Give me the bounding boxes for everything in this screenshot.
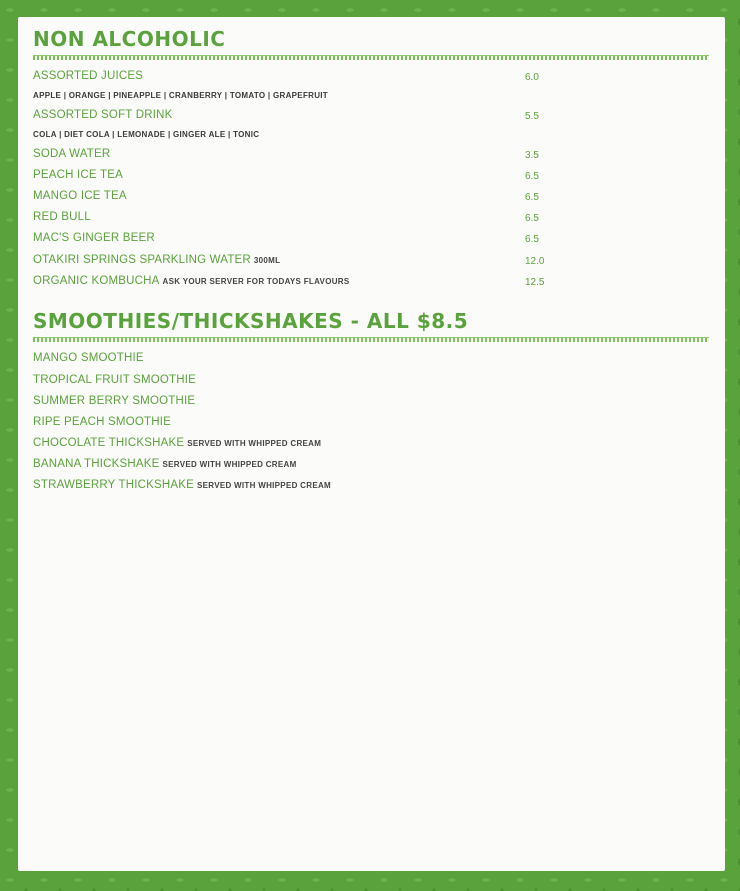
menu-item: STRAWBERRY THICKSHAKE SERVED WITH WHIPPED CREAM xyxy=(33,479,332,491)
menu-item: MAC'S GINGER BEER xyxy=(33,232,155,244)
item-price: 5.5 xyxy=(525,111,539,122)
menu-item: MANGO ICE TEA xyxy=(33,190,127,202)
menu-item: ASSORTED SOFT DRINK xyxy=(33,109,173,121)
menu-page xyxy=(18,17,725,871)
item-price: 6.5 xyxy=(525,171,539,182)
menu-item: MANGO SMOOTHIE xyxy=(33,352,144,364)
item-options: APPLE | ORANGE | PINEAPPLE | CRANBERRY | TOMATO | GRAPEFRUIT xyxy=(33,91,328,100)
item-price: 3.5 xyxy=(525,150,539,161)
section-divider xyxy=(33,337,709,342)
menu-item: ASSORTED JUICES xyxy=(33,70,144,82)
menu-item: SUMMER BERRY SMOOTHIE xyxy=(33,395,196,407)
menu-item: PEACH ICE TEA xyxy=(33,169,123,181)
item-price: 12.0 xyxy=(525,256,545,267)
menu-item: RIPE PEACH SMOOTHIE xyxy=(33,416,171,428)
menu-item: OTAKIRI SPRINGS SPARKLING WATER 300ML xyxy=(33,254,281,266)
item-options: COLA | DIET COLA | LEMONADE | GINGER ALE | TONIC xyxy=(33,130,260,139)
menu-item: TROPICAL FRUIT SMOOTHIE xyxy=(33,374,197,386)
section-divider xyxy=(33,55,709,60)
item-price: 12.5 xyxy=(525,277,545,288)
menu-item: CHOCOLATE THICKSHAKE SERVED WITH WHIPPED CREAM xyxy=(33,437,322,449)
item-price: 6.5 xyxy=(525,213,539,224)
menu-item: BANANA THICKSHAKE SERVED WITH WHIPPED CREAM xyxy=(33,458,297,470)
item-price: 6.0 xyxy=(525,72,539,83)
menu-item: ORGANIC KOMBUCHA ASK YOUR SERVER FOR TODAYS FLAVOURS xyxy=(33,275,350,287)
menu-item: SODA WATER xyxy=(33,148,111,160)
section-title-smoothies: SMOOTHIES/THICKSHAKES - ALL $8.5 xyxy=(33,309,469,333)
item-price: 6.5 xyxy=(525,234,539,245)
menu-item: RED BULL xyxy=(33,211,91,223)
section-title-non-alcoholic: NON ALCOHOLIC xyxy=(33,27,226,51)
item-price: 6.5 xyxy=(525,192,539,203)
